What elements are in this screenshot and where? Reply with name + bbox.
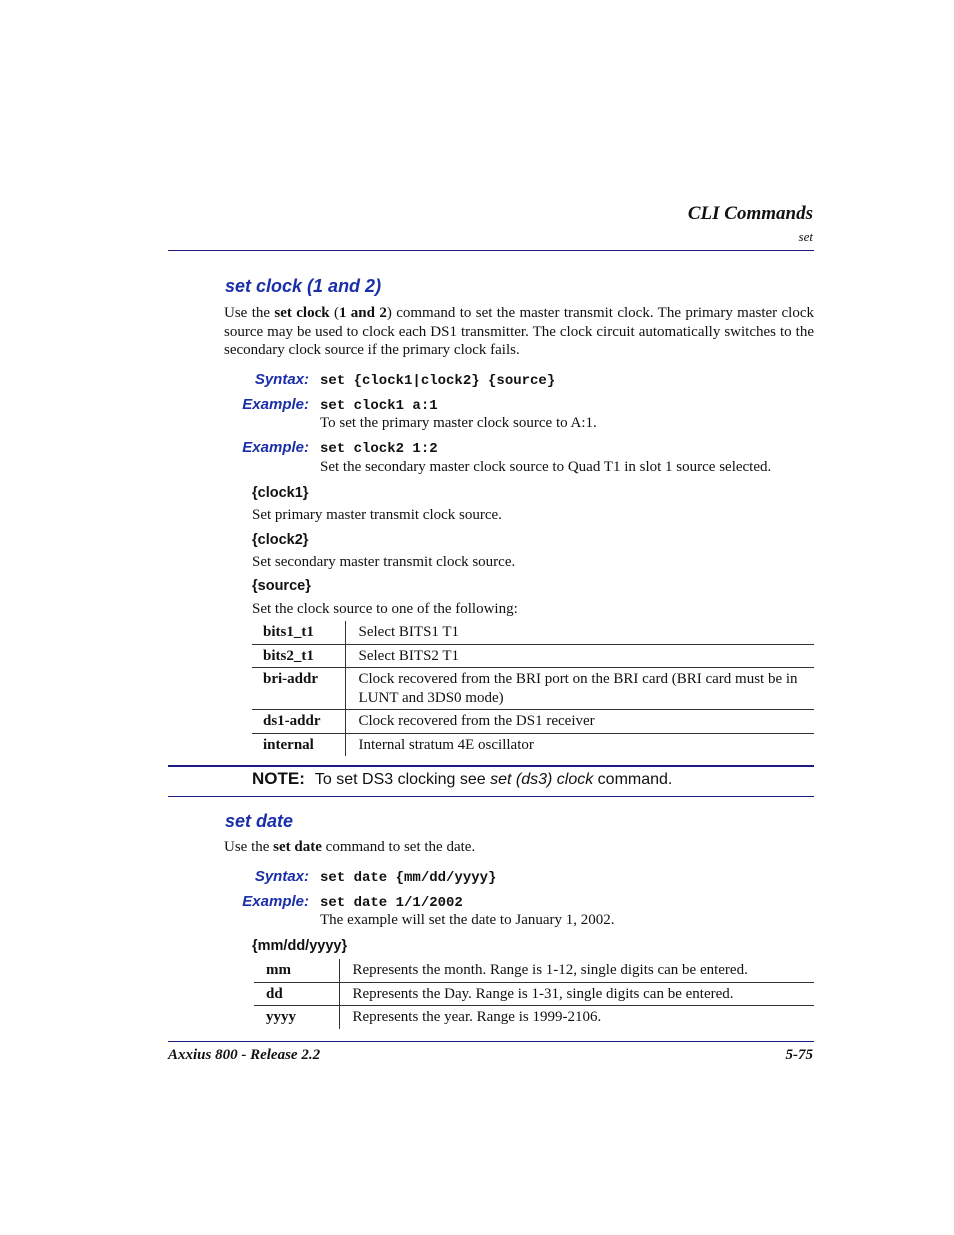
intro-rest: command to set the date. [321, 839, 476, 855]
date-options-table [254, 959, 814, 1029]
option-key: yyyy [254, 1006, 339, 1029]
example-description: To set the primary master clock source to A:1. [320, 415, 597, 431]
chapter-subtitle: set [798, 229, 813, 244]
option-value: Select BITS1 T1 [358, 624, 460, 640]
table-row [254, 982, 814, 1006]
set-date-intro [224, 838, 475, 857]
intro-cmd: set clock [274, 305, 330, 321]
example-label: Example: [242, 893, 309, 910]
param-name: {source} [252, 578, 311, 594]
option-value: Select BITS2 T1 [345, 644, 814, 668]
param-name: {clock1} [252, 485, 309, 501]
param-description: Set primary master transmit clock source. [252, 507, 502, 523]
table-row [252, 710, 814, 734]
intro-rest: command to set the master transmit clock. The primary master clock source may be used to clock each DS1 transmitter. The clock circuit automatically switches to the secondary clock source if the primary clock fails. [224, 305, 815, 358]
intro-mid1: ( [329, 305, 339, 321]
example-description: The example will set the date to January 1, 2002. [320, 912, 615, 928]
intro-mid2: ) [386, 305, 392, 321]
footer-page-number: 5-75 [785, 1047, 813, 1063]
example-description: Set the secondary master clock source to Quad T1 in slot 1 source selected. [320, 459, 772, 475]
chapter-title: CLI Commands [687, 203, 813, 224]
source-options-table [252, 621, 814, 756]
example-command: set clock1 a:1 [320, 398, 438, 414]
syntax-label: Syntax: [254, 868, 309, 885]
syntax-command: set date {mm/dd/yyyy} [320, 870, 497, 886]
option-value: Represents the month. Range is 1-12, single digits can be entered. [352, 962, 748, 978]
option-key: dd [254, 982, 339, 1006]
syntax-label: Syntax: [254, 371, 309, 388]
option-value: Clock recovered from the DS1 receiver [345, 710, 814, 734]
note-text-pre: To set DS3 clocking see [314, 771, 491, 788]
option-key: bits1_t1 [252, 621, 345, 644]
option-key: internal [252, 733, 345, 756]
param-name: {mm/dd/yyyy} [252, 938, 348, 954]
option-key: ds1-addr [252, 710, 345, 734]
table-row [252, 621, 814, 644]
note [252, 769, 672, 789]
footer-product: Axxius 800 - Release 2.2 [168, 1047, 321, 1063]
set-clock-intro [224, 304, 814, 360]
note-label: NOTE: [252, 769, 305, 788]
note-text-post: command. [593, 771, 673, 788]
param-name: {clock2} [252, 532, 309, 548]
note-bottom-rule [168, 796, 814, 797]
table-row [254, 1006, 814, 1029]
table-row [252, 668, 814, 710]
option-value: Represents the Day. Range is 1-31, single digits can be entered. [339, 982, 814, 1006]
syntax-command: set {clock1|clock2} {source} [320, 373, 556, 389]
set-clock-heading: set clock (1 and 2) [225, 276, 382, 296]
option-value: Internal stratum 4E oscillator [345, 733, 814, 756]
option-value: Represents the year. Range is 1999-2106. [339, 1006, 814, 1029]
param-description: Set secondary master transmit clock source. [252, 554, 516, 570]
table-row [254, 959, 814, 982]
footer-rule [168, 1041, 814, 1042]
note-reference[interactable]: set (ds3) clock [490, 771, 594, 788]
example-label: Example: [242, 396, 309, 413]
table-row [252, 733, 814, 756]
option-key: bits2_t1 [252, 644, 345, 668]
option-key: bri-addr [252, 668, 345, 710]
note-top-rule [168, 765, 814, 767]
example-command: set clock2 1:2 [320, 441, 438, 457]
option-key: mm [254, 959, 339, 982]
example-command: set date 1/1/2002 [320, 895, 463, 911]
header-rule [168, 250, 814, 251]
table-row [252, 644, 814, 668]
set-date-heading: set date [225, 811, 294, 831]
example-label: Example: [242, 439, 309, 456]
param-description: Set the clock source to one of the following: [252, 601, 518, 617]
intro-pre: Use the [224, 839, 274, 855]
intro-pre: Use the [224, 305, 275, 321]
option-value: Clock recovered from the BRI port on the BRI card (BRI card must be in LUNT and 3DS0 mode) [345, 668, 814, 710]
intro-args: 1 and 2 [338, 305, 387, 321]
intro-cmd: set date [273, 839, 322, 855]
